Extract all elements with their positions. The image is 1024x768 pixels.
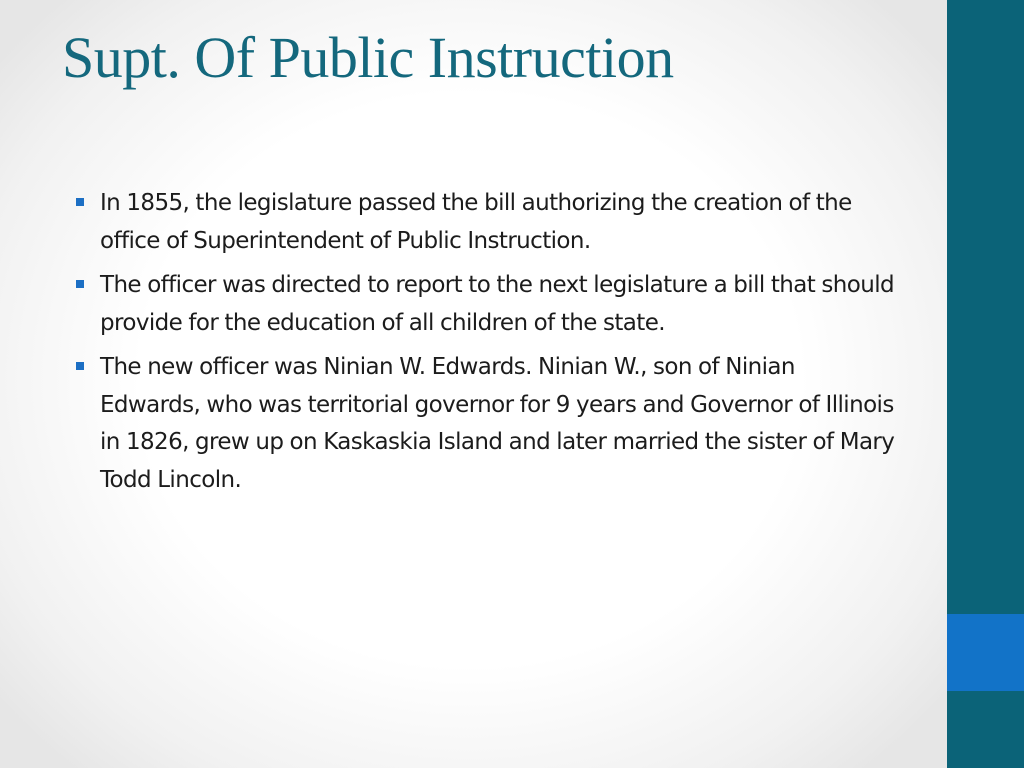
square-bullet-icon bbox=[76, 198, 84, 206]
square-bullet-icon bbox=[76, 362, 84, 370]
bullet-item bbox=[75, 349, 895, 499]
bullet-item bbox=[75, 185, 895, 260]
bullet-text: In 1855, the legislature passed the bill authorizing the creation of the office of Superintendent of Public Instruction. bbox=[100, 190, 852, 254]
bullet-list bbox=[75, 185, 895, 506]
square-bullet-icon bbox=[76, 280, 84, 288]
bullet-text: The officer was directed to report to the next legislature a bill that should provide for the education of all children of the state. bbox=[100, 272, 895, 336]
slide-title: Supt. Of Public Instruction bbox=[62, 25, 674, 90]
bullet-item bbox=[75, 267, 895, 342]
side-accent-block bbox=[947, 614, 1024, 691]
bullet-text: The new officer was Ninian W. Edwards. Ninian W., son of Ninian Edwards, who was territorial governor for 9 years and Governor of Illinois in 1826, grew up on Kaskaskia Island and later married the sister of Mary Todd Lincoln. bbox=[100, 354, 895, 493]
